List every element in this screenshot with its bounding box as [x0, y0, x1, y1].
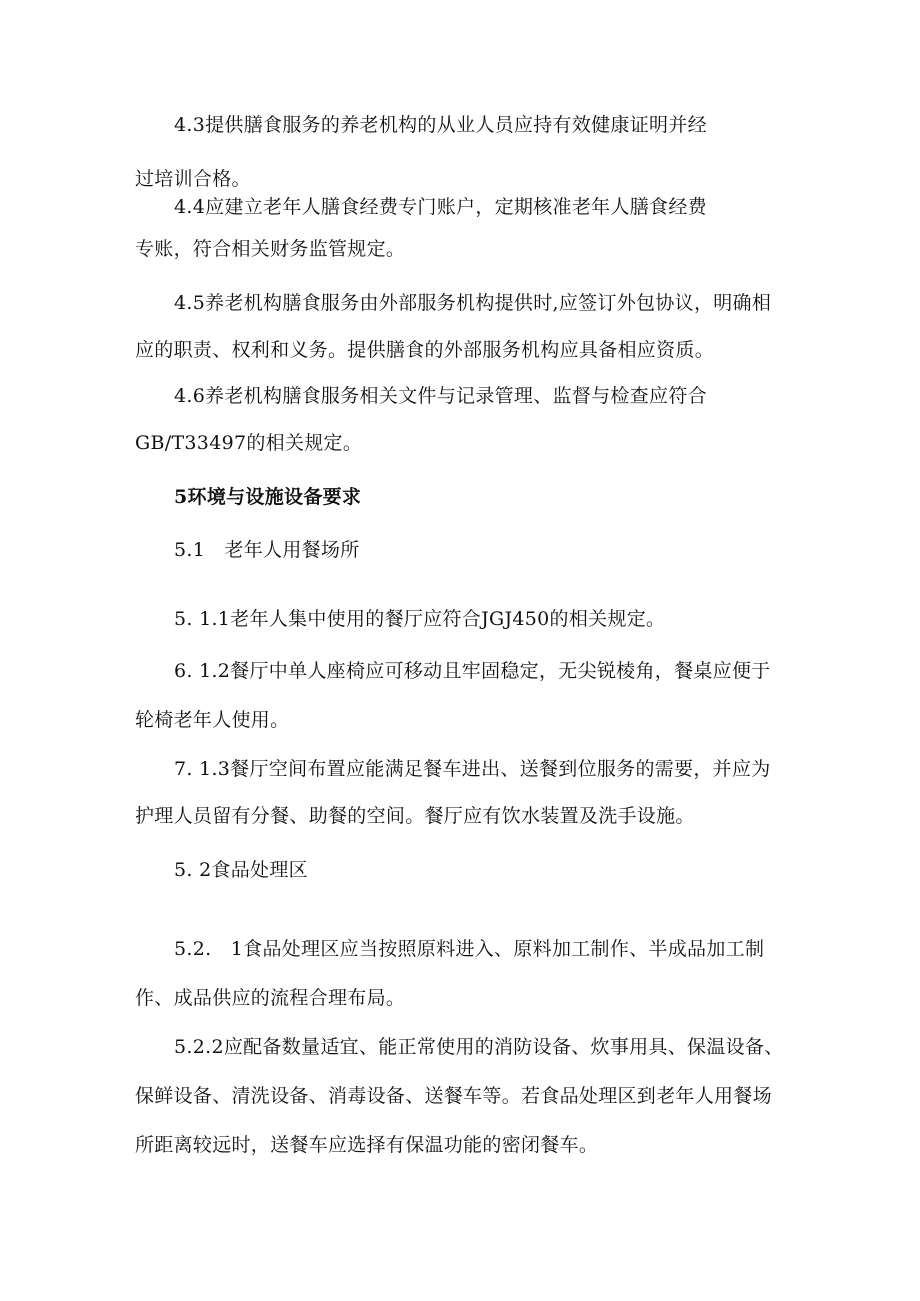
paragraph-4-3-line-1: 4.3提供膳食服务的养老机构的从业人员应持有效健康证明并经 [174, 114, 707, 136]
paragraph-5-1-2-line-1: 6. 1.2餐厅中单人座椅应可移动且牢固稳定，无尖锐棱角，餐桌应便于 [174, 660, 771, 682]
section-5-2-heading: 5. 2食品处理区 [174, 859, 308, 881]
paragraph-5-1-3-line-2: 护理人员留有分餐、助餐的空间。餐厅应有饮水装置及洗手设施。 [135, 805, 695, 827]
paragraph-4-4-line-2: 专账，符合相关财务监管规定。 [135, 238, 406, 260]
paragraph-5-1-2-line-2: 轮椅老年人使用。 [135, 709, 290, 731]
paragraph-5-1-3-line-1: 7. 1.3餐厅空间布置应能满足餐车进出、送餐到位服务的需要，并应为 [174, 758, 771, 780]
paragraph-5-2-2-line-1: 5.2.2应配备数量适宜、能正常使用的消防设备、炊事用具、保温设备、 [174, 1036, 784, 1058]
paragraph-5-2-2-line-2: 保鲜设备、清洗设备、消毒设备、送餐车等。若食品处理区到老年人用餐场 [135, 1085, 772, 1107]
section-5-1-heading: 5.1 老年人用餐场所 [174, 539, 360, 561]
paragraph-4-4-line-1: 4.4应建立老年人膳食经费专门账户，定期核准老年人膳食经费 [174, 196, 707, 218]
paragraph-4-6-line-2: GB/T33497的相关规定。 [135, 432, 363, 454]
paragraph-5-2-2-line-3: 所距离较远时，送餐车应选择有保温功能的密闭餐车。 [135, 1134, 599, 1156]
paragraph-5-2-1-line-2: 作、成品供应的流程合理布局。 [135, 987, 406, 1009]
section-5-heading: 5环境与设施设备要求 [174, 486, 362, 508]
paragraph-5-2-1-line-1: 5.2. 1食品处理区应当按照原料进入、原料加工制作、半成品加工制 [174, 938, 765, 960]
paragraph-5-1-1-line-1: 5. 1.1老年人集中使用的餐厅应符合JGJ450的相关规定。 [174, 608, 666, 630]
paragraph-4-5-line-2: 应的职责、权利和义务。提供膳食的外部服务机构应具备相应资质。 [135, 339, 715, 361]
paragraph-4-3-line-2: 过培训合格。 [135, 168, 251, 190]
paragraph-4-6-line-1: 4.6养老机构膳食服务相关文件与记录管理、监督与检查应符合 [174, 385, 707, 407]
paragraph-4-5-line-1: 4.5养老机构膳食服务由外部服务机构提供时,应签订外包协议，明确相 [174, 292, 772, 314]
